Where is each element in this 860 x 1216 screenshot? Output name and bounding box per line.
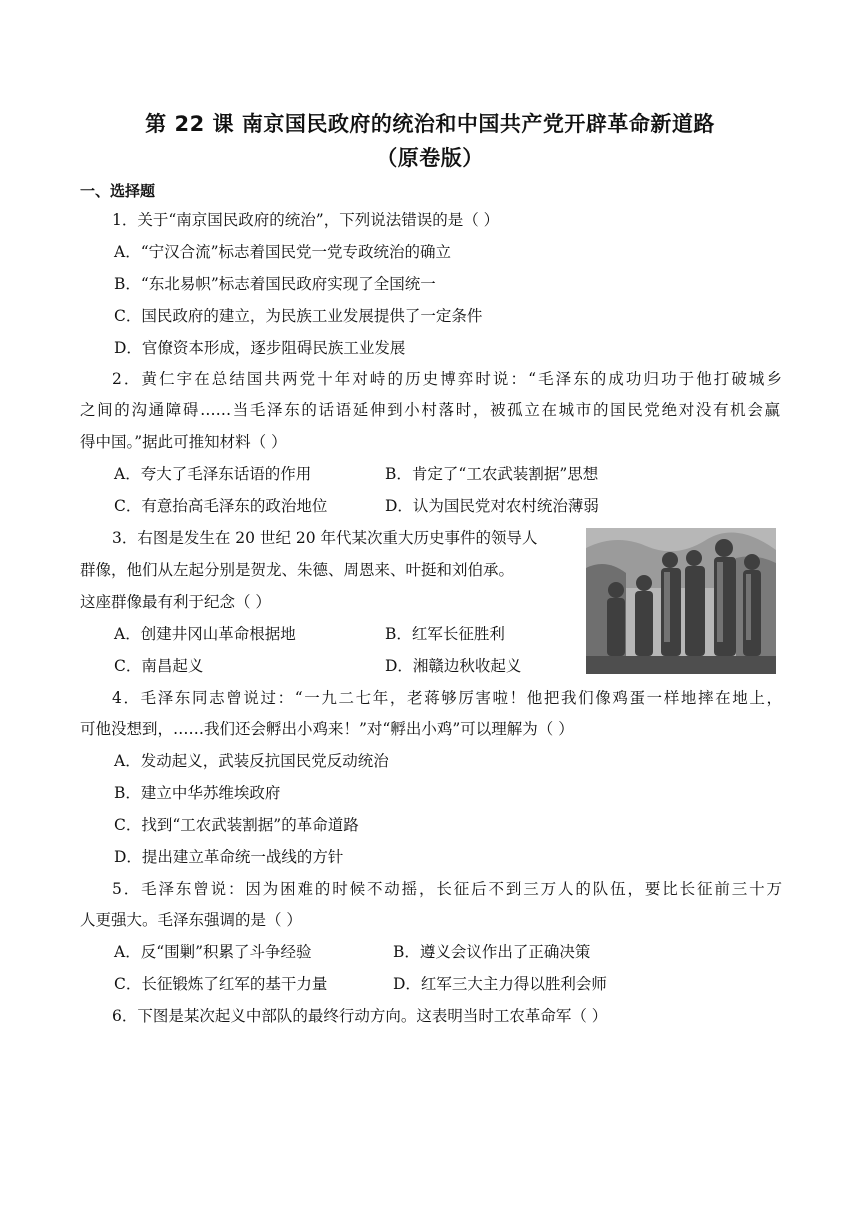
question-4-option-d: D．提出建立革命统一战线的方针 xyxy=(114,848,344,866)
question-3-stem-line-2: 群像，他们从左起分别是贺龙、朱德、周恩来、叶挺和刘伯承。 xyxy=(80,561,515,579)
question-4-stem-line-1: 4．毛泽东同志曾说过：“一九二七年，老蒋够厉害啦！他把我们像鸡蛋一样地摔在地上， xyxy=(112,689,782,707)
section-heading: 一、选择题 xyxy=(80,182,156,200)
question-4-option-c: C．找到“工农武装割据”的革命道路 xyxy=(114,816,359,834)
question-1-stem: 1．关于“南京国民政府的统治”，下列说法错误的是（ ） xyxy=(112,211,500,229)
question-4-stem-line-2: 可他没想到，……我们还会孵出小鸡来！”对“孵出小鸡”可以理解为（ ） xyxy=(80,720,574,738)
question-1-option-a: A．“宁汉合流”标志着国民党一党专政统治的确立 xyxy=(114,243,452,261)
question-1-option-b: B．“东北易帜”标志着国民政府实现了全国统一 xyxy=(114,275,436,293)
question-4-option-a: A．发动起义，武装反抗国民党反动统治 xyxy=(114,752,389,770)
question-2-option-a: A．夸大了毛泽东话语的作用 xyxy=(114,465,312,483)
question-5-option-d: D．红军三大主力得以胜利会师 xyxy=(393,975,607,993)
question-3-option-b: B．红军长征胜利 xyxy=(385,625,505,643)
question-3-option-a: A．创建井冈山革命根据地 xyxy=(114,625,296,643)
question-2-stem-line-1: 2．黄仁宇在总结国共两党十年对峙的历史博弈时说：“毛泽东的成功归功于他打破城乡 xyxy=(112,370,782,388)
question-1-option-c: C．国民政府的建立，为民族工业发展提供了一定条件 xyxy=(114,307,483,325)
question-3-stem-line-3: 这座群像最有利于纪念（ ） xyxy=(80,593,271,611)
question-5-option-c: C．长征锻炼了红军的基干力量 xyxy=(114,975,328,993)
question-5-option-a: A．反“围剿”积累了斗争经验 xyxy=(114,943,312,961)
question-6-stem: 6．下图是某次起义中部队的最终行动方向。这表明当时工农革命军（ ） xyxy=(112,1007,608,1025)
question-5-option-b: B．遵义会议作出了正确决策 xyxy=(393,943,591,961)
question-3-option-d: D．湘赣边秋收起义 xyxy=(385,657,522,675)
question-5-stem-line-1: 5．毛泽东曾说：因为困难的时候不动摇，长征后不到三万人的队伍，要比长征前三十万 xyxy=(112,880,782,898)
question-4-option-b: B．建立中华苏维埃政府 xyxy=(114,784,281,802)
question-3-option-c: C．南昌起义 xyxy=(114,657,204,675)
question-2-option-c: C．有意抬高毛泽东的政治地位 xyxy=(114,497,328,515)
page-title: 第 22 课 南京国民政府的统治和中国共产党开辟革命新道路 xyxy=(145,112,715,136)
question-2-option-d: D．认为国民党对农村统治薄弱 xyxy=(385,497,599,515)
question-2-stem-line-3: 得中国。”据此可推知材料（ ） xyxy=(80,433,287,451)
statue-group-photo xyxy=(586,528,776,674)
question-5-stem-line-2: 人更强大。毛泽东强调的是（ ） xyxy=(80,911,302,929)
statue-group-icon xyxy=(586,528,776,674)
question-1-option-d: D．官僚资本形成，逐步阻碍民族工业发展 xyxy=(114,339,406,357)
question-2-option-b: B．肯定了“工农武装割据”思想 xyxy=(385,465,599,483)
question-3-stem-line-1: 3．右图是发生在 20 世纪 20 年代某次重大历史事件的领导人 xyxy=(112,529,538,547)
question-2-stem-line-2: 之间的沟通障碍……当毛泽东的话语延伸到小村落时，被孤立在城市的国民党绝对没有机会赢 xyxy=(80,401,780,419)
page-subtitle: （原卷版） xyxy=(376,146,484,170)
